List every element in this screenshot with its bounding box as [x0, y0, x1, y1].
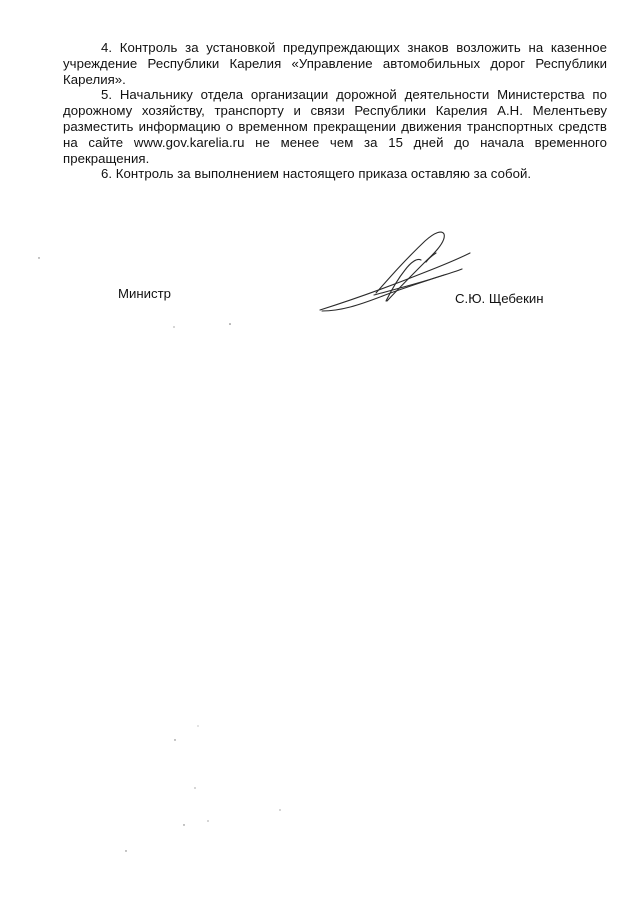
paragraph-item-4: 4. Контроль за установкой предупреждающих знаков возложить на казенное учреждение Республики Карелия «Управление автомобильных дорог Республики Карелия».	[63, 40, 607, 87]
paragraph-item-5: 5. Начальнику отдела организации дорожной деятельности Министерства по дорожному хозяйству, транспорту и связи Республики Карелия А.Н. Мелентьеву разместить информацию о временном прекращении движения транспортных средств на сайте www.gov.karelia.ru не менее чем за 15 дней до начала временного прекращения.	[63, 87, 607, 166]
signatory-role: Министр	[118, 286, 171, 301]
paragraph-item-6: 6. Контроль за выполнением настоящего приказа оставляю за собой.	[101, 166, 532, 182]
signatory-name: С.Ю. Щебекин	[455, 291, 544, 306]
